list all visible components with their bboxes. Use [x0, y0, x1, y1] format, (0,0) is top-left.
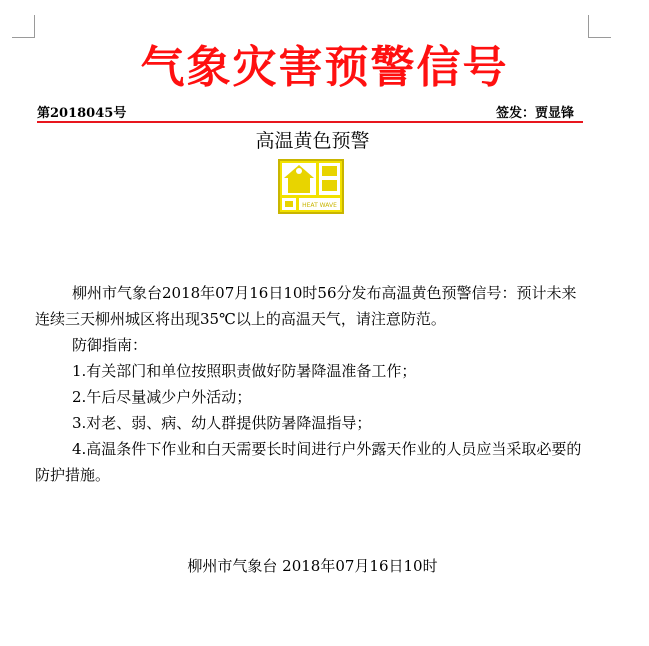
header-divider [37, 121, 583, 123]
paragraph-guide-heading: 防御指南： [72, 336, 148, 354]
signal-caption-en: HEAT WAVE [302, 202, 337, 209]
document-number: 第2018045号 [37, 106, 127, 121]
paragraph-announcement: 柳州市气象台2018年07月16日10时56分发布高温黄色预警信号：预计未来连续三天柳州城区将出现35℃以上的高温天气，请注意防范。 [35, 284, 577, 328]
guide-item-1: 1.有关部门和单位按照职责做好防暑降温准备工作； [72, 362, 417, 380]
document-title: 气象灾害预警信号 [140, 42, 509, 93]
warning-body [35, 280, 588, 488]
crop-mark-top-left [12, 15, 35, 38]
high-temperature-yellow-signal-icon [278, 159, 344, 214]
issuer-signature: 签发：贾显锋 [495, 106, 574, 121]
guide-item-2: 2.午后尽量减少户外活动； [72, 388, 252, 406]
issuer-and-date: 柳州市气象台 2018年07月16日10时 [187, 557, 438, 575]
warning-title: 高温黄色预警 [255, 130, 370, 152]
guide-item-4: 4.高温条件下作业和白天需要长时间进行户外露天作业的人员应当采取必要的防护措施。 [35, 440, 582, 484]
guide-item-3: 3.对老、弱、病、幼人群提供防暑降温指导； [72, 414, 372, 432]
crop-mark-top-right [588, 15, 611, 38]
